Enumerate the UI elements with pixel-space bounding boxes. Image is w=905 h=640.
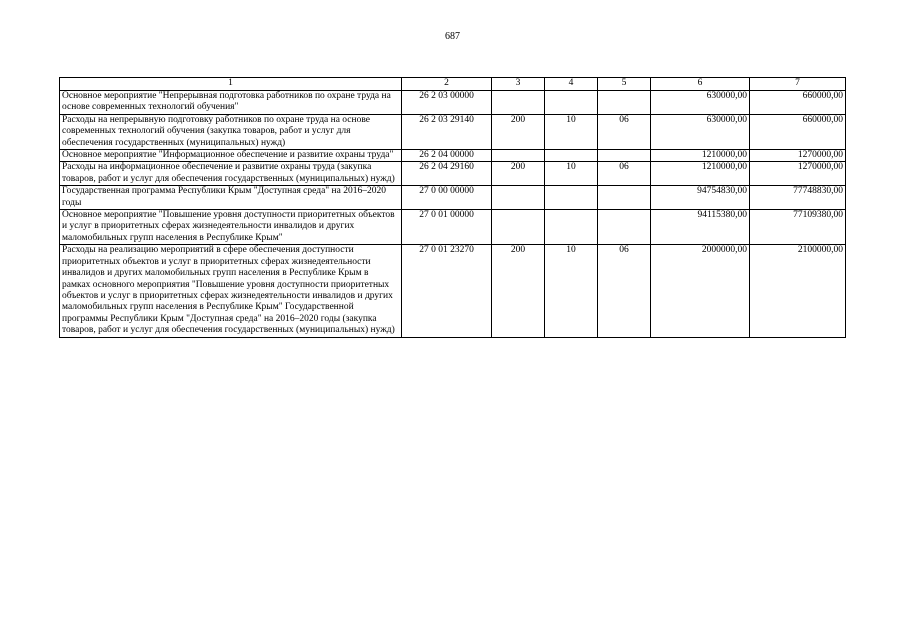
table-row (60, 245, 846, 337)
column-header: 1 (60, 78, 402, 91)
column-header: 5 (598, 78, 651, 91)
row-amount-col6: 630000,00 (651, 114, 750, 149)
row-expense-type (492, 186, 545, 210)
column-header: 3 (492, 78, 545, 91)
column-header: 2 (402, 78, 492, 91)
row-target-code: 27 0 01 23270 (402, 245, 492, 337)
row-expense-type: 200 (492, 162, 545, 186)
row-section (545, 186, 598, 210)
table-row (60, 210, 846, 245)
row-section: 10 (545, 245, 598, 337)
row-name: Основное мероприятие "Непрерывная подготовка работников по охране труда на основе современных технологий обучения" (60, 91, 402, 115)
row-amount-col7: 1270000,00 (750, 150, 846, 162)
row-subsection: 06 (598, 245, 651, 337)
row-target-code: 26 2 04 00000 (402, 150, 492, 162)
table-row (60, 114, 846, 149)
row-expense-type: 200 (492, 245, 545, 337)
row-section: 10 (545, 114, 598, 149)
row-section: 10 (545, 162, 598, 186)
row-subsection (598, 150, 651, 162)
row-amount-col7: 660000,00 (750, 91, 846, 115)
row-expense-type (492, 150, 545, 162)
header-row (60, 78, 846, 91)
row-target-code: 26 2 04 29160 (402, 162, 492, 186)
row-name: Основное мероприятие "Информационное обеспечение и развитие охраны труда" (60, 150, 402, 162)
row-amount-col6: 1210000,00 (651, 162, 750, 186)
table-row (60, 162, 846, 186)
row-expense-type (492, 210, 545, 245)
row-name: Расходы на информационное обеспечение и развитие охраны труда (закупка товаров, работ и услуг для обеспечения государственных (муниципальных) нужд) (60, 162, 402, 186)
row-target-code: 26 2 03 29140 (402, 114, 492, 149)
row-amount-col6: 1210000,00 (651, 150, 750, 162)
row-name: Расходы на реализацию мероприятий в сфере обеспечения доступности приоритетных объектов и услуг в приоритетных сферах жизнедеятельности инвалидов и других маломобильных групп населения в Республике Крым в рамках основного мероприятия "Повышение уровня доступности приоритетных объектов и услуг в приоритетных сферах жизнедеятельности инвалидов и других маломобильных групп населения в Республике Крым" Государственной программы Республики Крым "Доступная среда" на 2016–2020 годы (закупка товаров, работ и услуг для обеспечения государственных (муниципальных) нужд) (60, 245, 402, 337)
row-subsection: 06 (598, 114, 651, 149)
table-row (60, 150, 846, 162)
row-amount-col6: 94115380,00 (651, 210, 750, 245)
page-number: 687 (445, 31, 460, 42)
row-target-code: 27 0 00 00000 (402, 186, 492, 210)
column-header: 7 (750, 78, 846, 91)
row-amount-col7: 2100000,00 (750, 245, 846, 337)
row-subsection: 06 (598, 162, 651, 186)
row-amount-col7: 77748830,00 (750, 186, 846, 210)
table-row (60, 186, 846, 210)
row-name: Государственная программа Республики Крым "Доступная среда" на 2016–2020 годы (60, 186, 402, 210)
row-target-code: 26 2 03 00000 (402, 91, 492, 115)
row-amount-col7: 77109380,00 (750, 210, 846, 245)
row-subsection (598, 210, 651, 245)
budget-table (59, 77, 846, 338)
row-name: Основное мероприятие "Повышение уровня доступности приоритетных объектов и услуг в приоритетных сферах жизнедеятельности инвалидов и других маломобильных групп населения в Республике Крым" (60, 210, 402, 245)
column-header: 4 (545, 78, 598, 91)
row-target-code: 27 0 01 00000 (402, 210, 492, 245)
row-subsection (598, 91, 651, 115)
row-name: Расходы на непрерывную подготовку работников по охране труда на основе современных технологий обучения (закупка товаров, работ и услуг для обеспечения государственных (муниципальных) нужд) (60, 114, 402, 149)
row-amount-col7: 1270000,00 (750, 162, 846, 186)
row-expense-type: 200 (492, 114, 545, 149)
row-section (545, 91, 598, 115)
table-row (60, 91, 846, 115)
row-amount-col6: 94754830,00 (651, 186, 750, 210)
row-amount-col7: 660000,00 (750, 114, 846, 149)
row-amount-col6: 2000000,00 (651, 245, 750, 337)
column-header: 6 (651, 78, 750, 91)
row-subsection (598, 186, 651, 210)
table-body (60, 91, 846, 338)
row-section (545, 210, 598, 245)
row-expense-type (492, 91, 545, 115)
table-header (60, 78, 846, 91)
row-amount-col6: 630000,00 (651, 91, 750, 115)
row-section (545, 150, 598, 162)
